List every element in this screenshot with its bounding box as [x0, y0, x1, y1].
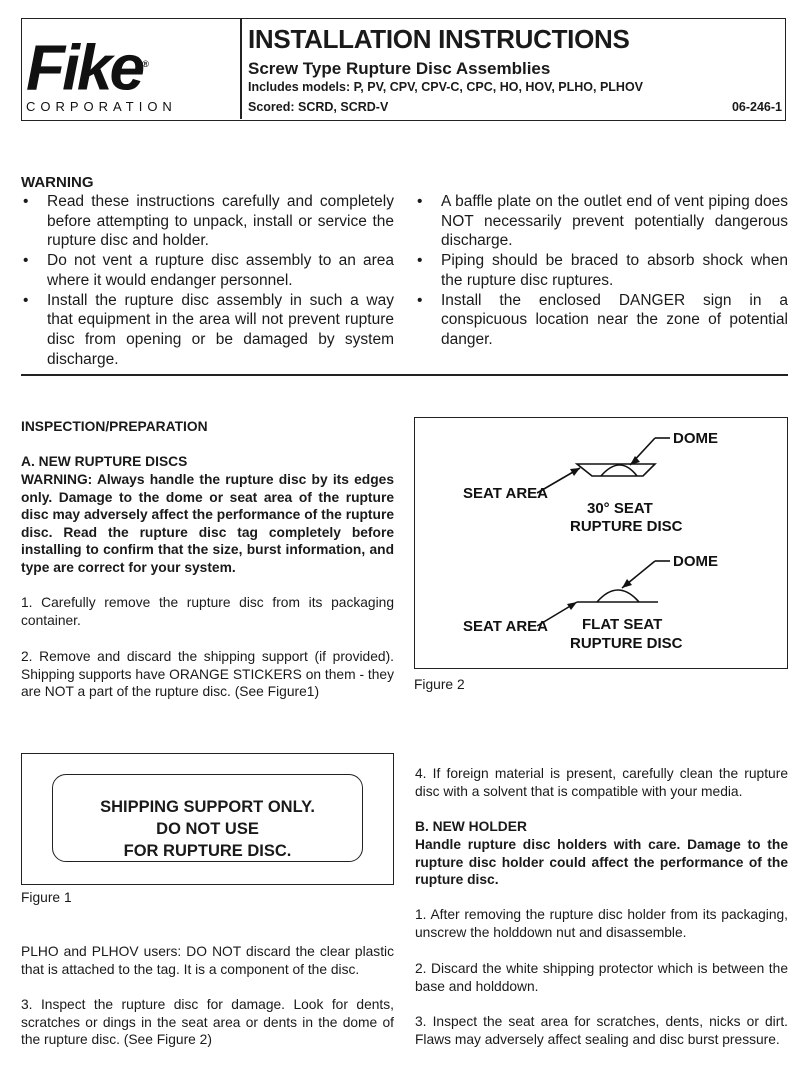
logo-registered: ® — [142, 59, 146, 69]
warning-bullet: • Install the enclosed DANGER sign in a conspicuous location near the zone of potential danger. — [415, 291, 788, 350]
header-divider — [240, 19, 242, 119]
section-divider — [21, 374, 788, 376]
dome-label-bottom: DOME — [673, 553, 718, 570]
step-3: 3. Inspect the rupture disc for damage. Look for dents, scratches or dings in the seat area or dents in the dome of the rupture disc. (See Figure 2) — [21, 997, 394, 1048]
page-subtitle: Screw Type Rupture Disc Assemblies — [248, 59, 551, 78]
warning-list-right — [415, 192, 788, 350]
disc-bottom-line-2: RUPTURE DISC — [570, 635, 683, 652]
warning-bullet: • Piping should be braced to absorb shock when the rupture disc ruptures. — [415, 251, 788, 290]
dome-flat-curve — [597, 590, 639, 602]
warning-list-left — [21, 192, 394, 369]
inspection-heading: INSPECTION/PREPARATION — [21, 419, 208, 434]
section-b-heading: B. NEW HOLDER — [415, 819, 527, 834]
warning-title: WARNING — [21, 174, 94, 191]
figure-1 — [21, 753, 394, 885]
section-a-heading: A. NEW RUPTURE DISCS — [21, 454, 188, 469]
seat-label-top: SEAT AREA — [463, 485, 549, 502]
plho-note: PLHO and PLHOV users: DO NOT discard the clear plastic that is attached to the tag. It is a component of the disc. — [21, 944, 394, 977]
figure-1-line-2: DO NOT USE — [156, 820, 259, 838]
seat-arrow-bottom — [567, 602, 577, 610]
figure-1-line-3: FOR RUPTURE DISC. — [123, 842, 292, 860]
page-title: INSTALLATION INSTRUCTIONS — [248, 24, 630, 54]
step-4: 4. If foreign material is present, carefully clean the rupture disc with a solvent that is compatible with your media. — [415, 766, 788, 799]
warning-bullet: • Do not vent a rupture disc assembly to an area where it would endanger personnel. — [21, 251, 394, 290]
seat-label-bottom: SEAT AREA — [463, 618, 549, 635]
section-a-warning: WARNING: Always handle the rupture disc by its edges only. Damage to the dome or seat area of the rupture disc may adversely affect the performance of the rupture disc. Read the rupture disc tag completely before installing to confirm that the size, burst information, and type are correct for your system. — [21, 472, 394, 575]
figure-1-line-1: SHIPPING SUPPORT ONLY. — [100, 798, 315, 816]
b-step-2: 2. Discard the white shipping protector which is between the base and holddown. — [415, 961, 788, 994]
document-number: 06-246-1 — [731, 100, 782, 114]
step-2: 2. Remove and discard the shipping support (if provided). Shipping supports have ORANGE STICKERS on them - they are NOT a part of the rupture disc. (See Figure1) — [21, 649, 394, 700]
disc-top-line-2: RUPTURE DISC — [570, 518, 683, 535]
disc-bottom-line-1: FLAT SEAT — [582, 616, 663, 633]
warning-bullet: • A baffle plate on the outlet end of vent piping does NOT necessarily prevent potentially dangerous discharge. — [415, 192, 788, 251]
dome-label-top: DOME — [673, 430, 718, 447]
b-step-1: 1. After removing the rupture disc holder from its packaging, unscrew the holddown nut and disassemble. — [415, 907, 788, 940]
b-step-3: 3. Inspect the seat area for scratches, dents, nicks or dirt. Flaws may adversely affect sealing and disc burst pressure. — [415, 1014, 788, 1047]
step-1: 1. Carefully remove the rupture disc from its packaging container. — [21, 595, 394, 628]
models-line: Includes models: P, PV, CPV, CPV-C, CPC, HO, HOV, PLHO, PLHOV — [248, 80, 644, 94]
scored-line: Scored: SCRD, SCRD-V — [248, 100, 389, 114]
logo-word: Fike — [26, 31, 143, 104]
fike-logo — [26, 31, 216, 115]
logo-corporation: CORPORATION — [26, 99, 177, 115]
dome-30-curve — [601, 465, 637, 476]
disc-diagram — [415, 418, 786, 667]
section-b-warning: Handle rupture disc holders with care. Damage to the rupture disc holder could affect the performance of the rupture disc. — [415, 837, 788, 888]
shipping-support-label — [52, 774, 363, 862]
warning-bullet: • Read these instructions carefully and completely before attempting to unpack, install or service the rupture disc and holder. — [21, 192, 394, 251]
disc-top-line-1: 30° SEAT — [587, 500, 653, 517]
figure-2-caption: Figure 2 — [414, 677, 465, 692]
figure-1-caption: Figure 1 — [21, 890, 72, 905]
figure-2 — [414, 417, 788, 669]
seat-arrow-top — [570, 468, 580, 476]
warning-bullet: • Install the rupture disc assembly in such a way that equipment in the area will not prevent rupture disc from opening or be damaged by system discharge. — [21, 291, 394, 370]
